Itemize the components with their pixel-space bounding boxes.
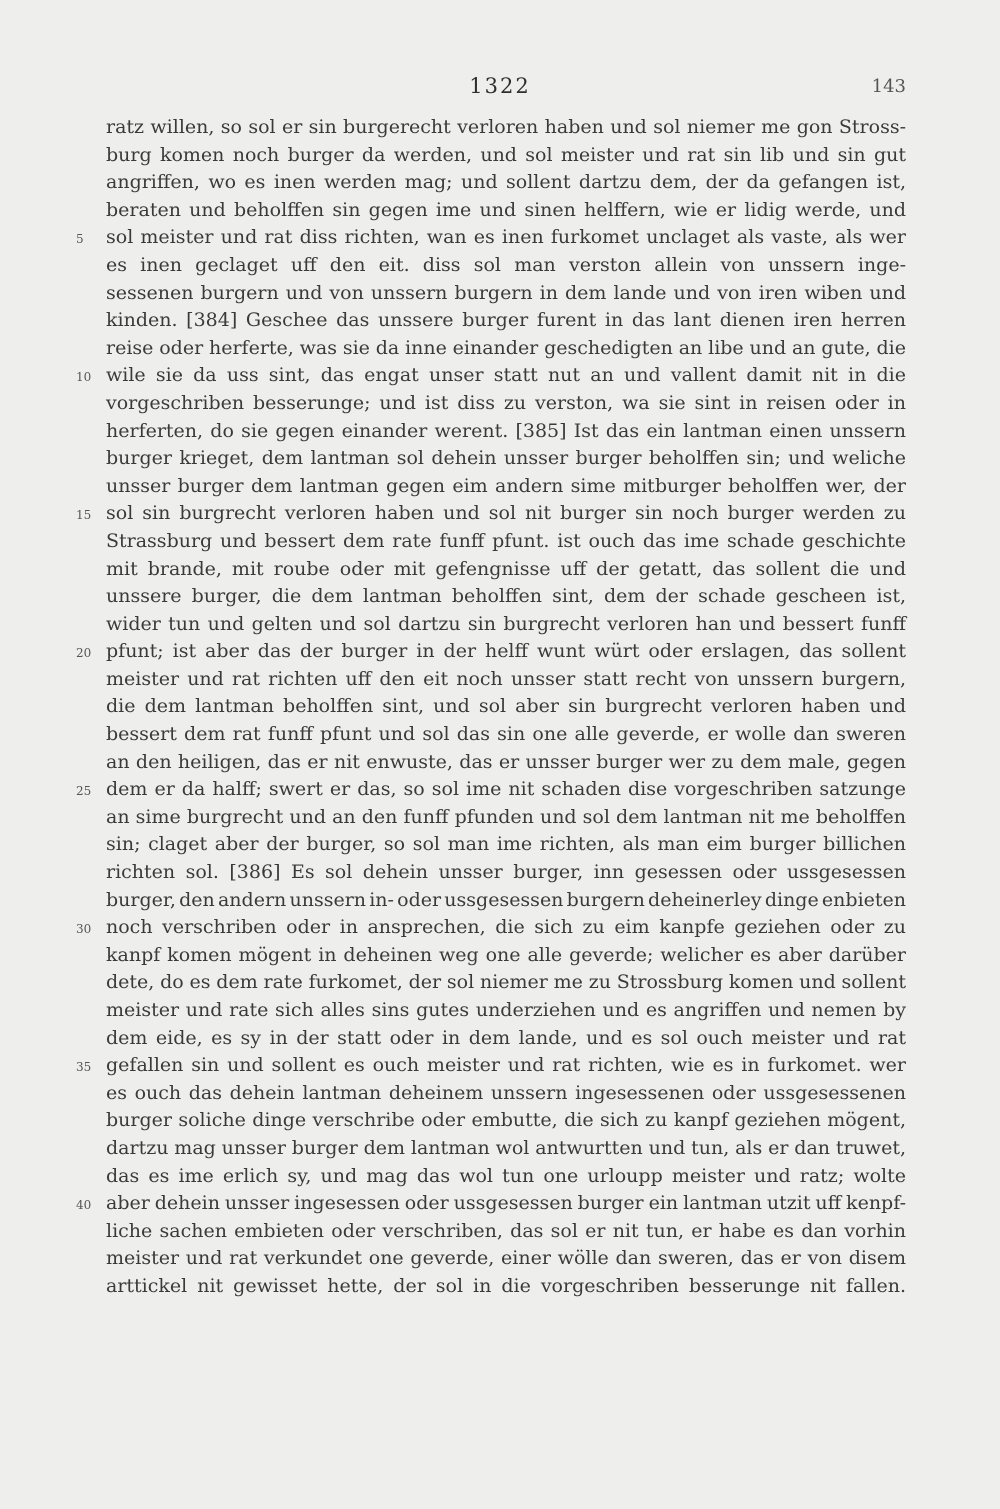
line-text: vorgeschriben besserunge; und ist diss zu verston, wa sie sint in reisen oder in	[106, 391, 906, 414]
text-line	[76, 362, 906, 390]
line-text: meister und rate sich alles sins gutes underziehen und es angriffen und nemen by	[106, 999, 906, 1021]
line-text: dem eide, es sy in der statt oder in dem lande, und es sol ouch meister und rat	[106, 1026, 906, 1049]
line-text: kinden. [384] Geschee das unssere burger furent in das lant dienen iren herren	[106, 309, 906, 332]
line-text: gefallen sin und sollent es ouch meister und rat richten, wie es in furkomet. wer	[106, 1054, 906, 1077]
line-text: dete, do es dem rate furkomet, der sol niemer me zu Strossburg komen und sollent	[106, 971, 906, 994]
line-text: an sime burgrecht und an den funff pfunden und sol dem lantman nit me beholffen	[106, 805, 906, 828]
line-text: es ouch das dehein lantman deheinem unssern ingesessenen oder ussgesessenen	[106, 1081, 906, 1104]
line-text: unssere burger, die dem lantman beholffen sint, dem der schade gescheen ist,	[106, 585, 906, 608]
text-line	[106, 887, 906, 915]
line-text: burger, den andern unssern in- oder ussgesessen burgern deheinerley dinge enbieten	[106, 888, 906, 911]
line-text: sol sin burgrecht verloren haben und sol nit burger sin noch burger werden zu	[106, 502, 906, 525]
body-text	[76, 114, 906, 1301]
text-line	[76, 1190, 906, 1218]
line-text: unsser burger dem lantman gegen eim andern sime mitburger beholffen wer, der	[106, 474, 906, 497]
line-text: wile sie da uss sint, das engat unser statt nut an und vallent damit nit in die	[106, 364, 906, 387]
line-text: angriffen, wo es inen werden mag; und sollent dartzu dem, der da gefangen ist,	[106, 171, 906, 194]
line-number: 30	[76, 922, 92, 937]
text-line	[76, 500, 906, 528]
line-text: die dem lantman beholffen sint, und sol aber sin burgrecht verloren haben und	[106, 695, 906, 718]
line-text: sol meister und rat diss richten, wan es inen furkomet unclaget als vaste, als wer	[106, 226, 906, 249]
text-line	[106, 721, 906, 749]
text-line	[106, 307, 906, 335]
text-line	[106, 1273, 906, 1301]
line-text: sin; claget aber der burger, so sol man ime richten, als man eim burger billichen	[106, 833, 906, 856]
text-line	[106, 528, 906, 556]
line-text: burger krieget, dem lantman sol dehein unsser burger beholffen sin; und weliche	[106, 447, 906, 470]
text-line	[76, 914, 906, 942]
line-text: meister und rat richten uff den eit noch unsser statt recht von unssern burgern,	[106, 667, 906, 690]
text-line	[106, 969, 906, 997]
text-line	[106, 749, 906, 777]
text-line	[76, 224, 906, 252]
line-text: arttickel nit gewisset hette, der sol in die vorgeschriben besserunge nit fallen.	[106, 1274, 906, 1297]
text-line	[106, 556, 906, 584]
text-line	[106, 169, 906, 197]
line-text: mit brande, mit roube oder mit gefengnisse uff der getatt, das sollent die und	[106, 557, 906, 580]
line-text: dem er da halff; swert er das, so sol ime nit schaden dise vorgeschriben satzunge	[106, 778, 906, 801]
line-number: 40	[76, 1198, 92, 1213]
text-line	[106, 418, 906, 446]
line-text: reise oder herferte, was sie da inne einander geschedigten an libe und an gute, die	[106, 336, 906, 359]
line-number: 20	[76, 646, 92, 661]
text-line	[106, 942, 906, 970]
text-line	[106, 831, 906, 859]
text-line	[76, 638, 906, 666]
text-line	[106, 142, 906, 170]
text-line	[106, 1135, 906, 1163]
line-text: an den heiligen, das er nit enwuste, das er unsser burger wer zu dem male, gegen	[106, 750, 906, 773]
text-line	[106, 859, 906, 887]
text-line	[106, 114, 906, 142]
text-line	[106, 693, 906, 721]
text-line	[106, 1163, 906, 1191]
line-text: bessert dem rat funff pfunt und sol das sin one alle geverde, er wolle dan sweren	[106, 723, 906, 746]
line-number: 25	[76, 784, 92, 799]
line-text: burg komen noch burger da werden, und sol meister und rat sin lib und sin gut	[106, 143, 906, 166]
text-line	[106, 1245, 906, 1273]
line-text: beraten und beholffen sin gegen ime und sinen helffern, wie er lidig werde, und	[106, 198, 906, 221]
text-line	[106, 197, 906, 225]
text-line	[106, 804, 906, 832]
line-text: das es ime erlich sy, und mag das wol tun one urloupp meister und ratz; wolte	[106, 1164, 906, 1187]
line-text: liche sachen embieten oder verschriben, das sol er nit tun, er habe es dan vorhin	[106, 1219, 906, 1242]
line-text: richten sol. [386] Es sol dehein unsser burger, inn gesessen oder ussgesessen	[106, 861, 906, 884]
line-number: 15	[76, 508, 92, 523]
text-line	[106, 1218, 906, 1246]
line-number: 5	[76, 232, 84, 247]
line-text: meister und rat verkundet one geverde, einer wölle dan sweren, das er von disem	[106, 1247, 906, 1270]
line-text: sessenen burgern und von unssern burgern in dem lande und von iren wiben und	[106, 281, 906, 304]
line-number: 35	[76, 1060, 92, 1075]
text-line	[106, 611, 906, 639]
line-text: ratz willen, so sol er sin burgerecht verloren haben und sol niemer me gon Stross-	[106, 116, 906, 138]
text-line	[106, 666, 906, 694]
text-line	[106, 390, 906, 418]
text-line	[106, 1080, 906, 1108]
line-text: wider tun und gelten und sol dartzu sin burgrecht verloren han und bessert funff	[106, 612, 906, 635]
text-line	[106, 252, 906, 280]
line-text: Strassburg und bessert dem rate funff pfunt. ist ouch das ime schade geschichte	[106, 529, 906, 552]
line-text: pfunt; ist aber das der burger in der helff wunt würt oder erslagen, das sollent	[106, 640, 906, 663]
text-line	[106, 335, 906, 363]
text-line	[106, 1107, 906, 1135]
line-text: burger soliche dinge verschribe oder embutte, die sich zu kanpf geziehen mögent,	[106, 1109, 906, 1132]
text-line	[106, 280, 906, 308]
line-text: kanpf komen mögent in deheinen weg one alle geverde; welicher es aber darüber	[106, 943, 906, 966]
text-line	[106, 473, 906, 501]
text-line	[106, 583, 906, 611]
text-line	[76, 1052, 906, 1080]
line-text: noch verschriben oder in ansprechen, die sich zu eim kanpfe geziehen oder zu	[106, 916, 906, 939]
line-text: aber dehein unsser ingesessen oder ussgesessen burger ein lantman utzit uff kenpf-	[106, 1192, 906, 1215]
line-text: es inen geclaget uff den eit. diss sol man verston allein von unssern inge-	[106, 253, 906, 276]
text-line	[76, 776, 906, 804]
page-year-heading: 1322	[469, 74, 531, 98]
line-text: herferten, do sie gegen einander werent. [385] Ist das ein lantman einen unssern	[106, 419, 906, 442]
text-line	[106, 997, 906, 1025]
text-line	[106, 1025, 906, 1053]
line-text: dartzu mag unsser burger dem lantman wol antwurtten und tun, als er dan truwet,	[106, 1136, 906, 1159]
line-number: 10	[76, 370, 92, 385]
text-line	[106, 445, 906, 473]
page-number: 143	[871, 76, 906, 97]
